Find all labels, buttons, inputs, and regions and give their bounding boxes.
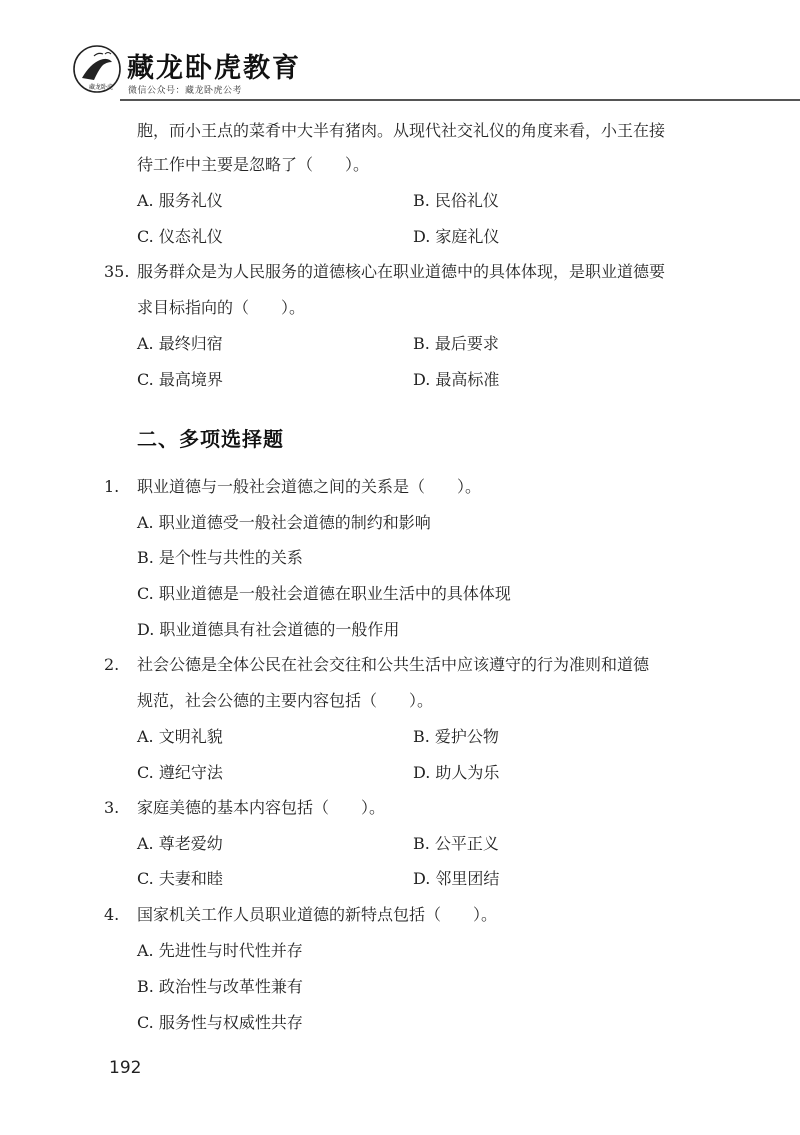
- mq2-text-line1: 社会公德是全体公民在社会交往和公共生活中应该遵守的行为准则和道德: [137, 655, 650, 674]
- mq1-option-d: D. 职业道德具有社会道德的一般作用: [137, 620, 400, 639]
- mq2-option-b: B. 爱护公物: [413, 727, 499, 746]
- mq3-option-a: A. 尊老爱幼: [137, 834, 223, 853]
- mq2-option-d: D. 助人为乐: [413, 763, 500, 782]
- q34-text-line2: 待工作中主要是忽略了（ ）。: [137, 155, 370, 174]
- mq3-option-c: C. 夫妻和睦: [137, 869, 223, 888]
- q35-option-d: D. 最高标准: [413, 370, 500, 389]
- q35-number: 35.: [104, 262, 130, 281]
- q35-option-c: C. 最高境界: [137, 370, 223, 389]
- mq3-option-b: B. 公平正义: [413, 834, 499, 853]
- svg-text:藏龙卧虎: 藏龙卧虎: [89, 84, 114, 91]
- mq4-option-b: B. 政治性与改革性兼有: [137, 977, 303, 996]
- mq4-text-line1: 国家机关工作人员职业道德的新特点包括（ ）。: [137, 905, 498, 924]
- q34-option-c: C. 仪态礼仪: [137, 227, 223, 246]
- mq1-option-c: C. 职业道德是一般社会道德在职业生活中的具体体现: [137, 584, 511, 603]
- section-title: 二、多项选择题: [137, 427, 284, 451]
- q34-option-a: A. 服务礼仪: [137, 191, 223, 210]
- mq1-text-line1: 职业道德与一般社会道德之间的关系是（ ）。: [137, 477, 482, 496]
- q34-option-d: D. 家庭礼仪: [413, 227, 500, 246]
- brand-subtitle: 微信公众号：藏龙卧虎公考: [128, 86, 243, 96]
- q35-text-line1: 服务群众是为人民服务的道德核心在职业道德中的具体体现，是职业道德要: [137, 262, 666, 281]
- mq4-option-c: C. 服务性与权威性共存: [137, 1013, 303, 1032]
- page-header: [0, 0, 800, 100]
- q34-text-line1: 胞，而小王点的菜肴中大半有猪肉。从现代社交礼仪的角度来看，小王在接: [137, 121, 666, 140]
- mq2-text-line2: 规范，社会公德的主要内容包括（ ）。: [137, 691, 434, 710]
- brand-title: 藏龙卧虎教育: [127, 53, 301, 84]
- q35-option-b: B. 最后要求: [413, 334, 499, 353]
- q35-option-a: A. 最终归宿: [137, 334, 223, 353]
- mq4-number: 4.: [104, 905, 120, 924]
- mq2-option-c: C. 遵纪守法: [137, 763, 223, 782]
- q35-text-line2: 求目标指向的（ ）。: [137, 298, 306, 317]
- header-rule: [120, 99, 800, 101]
- mq1-option-b: B. 是个性与共性的关系: [137, 548, 303, 567]
- q34-option-b: B. 民俗礼仪: [413, 191, 499, 210]
- mq2-number: 2.: [104, 655, 120, 674]
- mq1-option-a: A. 职业道德受一般社会道德的制约和影响: [137, 513, 431, 532]
- mq3-text-line1: 家庭美德的基本内容包括（ ）。: [137, 798, 386, 817]
- mq1-number: 1.: [104, 477, 120, 496]
- mq2-option-a: A. 文明礼貌: [137, 727, 223, 746]
- mq4-option-a: A. 先进性与时代性并存: [137, 941, 303, 960]
- tiger-bird-logo-icon: [72, 44, 122, 94]
- page-number: 192: [109, 1058, 142, 1078]
- mq3-option-d: D. 邻里团结: [413, 869, 500, 888]
- mq3-number: 3.: [104, 798, 120, 817]
